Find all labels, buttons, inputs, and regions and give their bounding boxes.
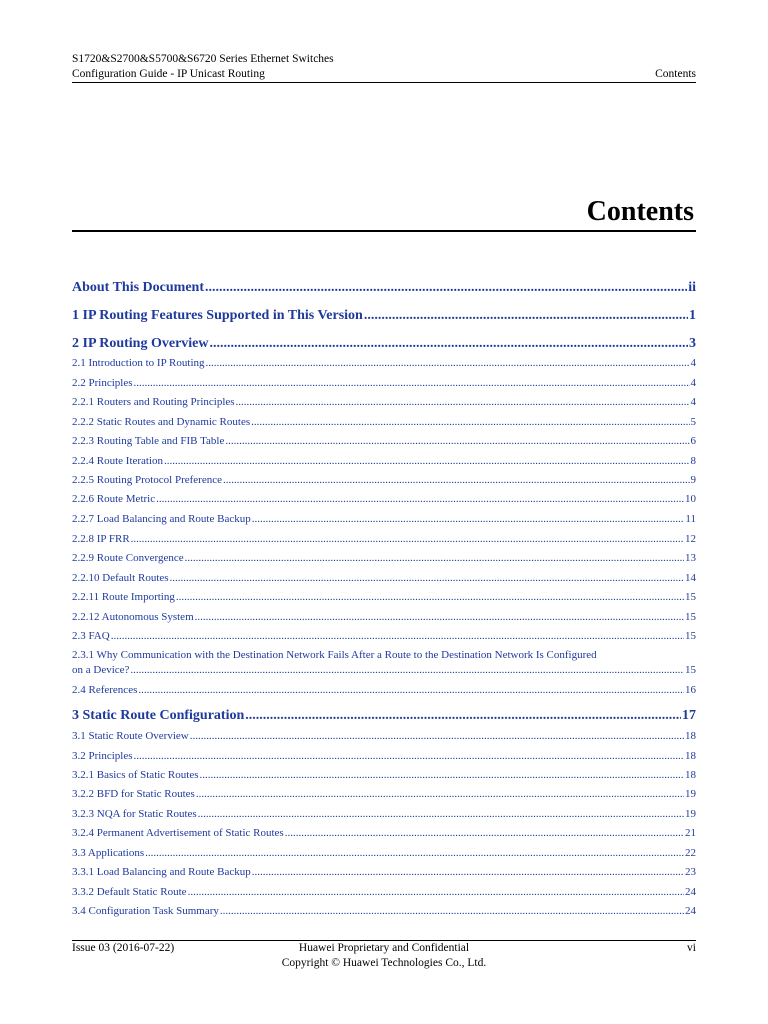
toc-entry-page: 1 xyxy=(689,308,696,323)
header-line2 xyxy=(72,67,696,82)
toc-entry-page: 9 xyxy=(690,474,696,486)
header-rule xyxy=(72,82,696,83)
toc-entry-label: 2.2.11 Route Importing xyxy=(72,591,175,603)
toc-leader-dots xyxy=(223,473,690,487)
toc-leader-dots xyxy=(176,590,684,604)
toc-leader-dots xyxy=(188,885,684,899)
toc-entry-page: 17 xyxy=(682,708,696,723)
toc-leader-dots xyxy=(220,904,684,918)
toc-entry[interactable] xyxy=(72,473,696,487)
toc-entry[interactable] xyxy=(72,454,696,468)
toc-entry-label: 2.3.1 Why Communication with the Destination Network Fails After a Route to the Destination Network Is Configured xyxy=(72,649,597,661)
toc-entry-page: 24 xyxy=(685,905,696,917)
toc-entry-label: 3.2.2 BFD for Static Routes xyxy=(72,788,195,800)
toc-entry-label: 3.2.3 NQA for Static Routes xyxy=(72,808,197,820)
toc-entry-page: 15 xyxy=(685,630,696,642)
toc-entry[interactable] xyxy=(72,590,696,604)
toc-entry-label: 2.2.8 IP FRR xyxy=(72,533,130,545)
toc-leader-dots xyxy=(170,571,684,585)
toc-entry-label: 3.2.4 Permanent Advertisement of Static Routes xyxy=(72,827,284,839)
toc-leader-dots xyxy=(196,787,684,801)
toc-entry[interactable] xyxy=(72,610,696,624)
toc-leader-dots xyxy=(206,356,690,370)
toc-entry-label: 2.2 Principles xyxy=(72,377,133,389)
toc-entry-label: 3.2.1 Basics of Static Routes xyxy=(72,769,199,781)
toc-entry-label: 2.2.6 Route Metric xyxy=(72,493,156,505)
toc-leader-dots xyxy=(111,629,684,643)
toc-entry-label: About This Document xyxy=(72,280,204,295)
toc-entry-page: 3 xyxy=(689,336,696,351)
header-guide: Configuration Guide - IP Unicast Routing xyxy=(72,68,265,80)
toc-entry-page: 5 xyxy=(690,416,696,428)
toc-entry[interactable] xyxy=(72,571,696,585)
toc-entry-page: 18 xyxy=(685,730,696,742)
toc-leader-dots xyxy=(200,768,685,782)
toc-entry-label: 3.3.1 Load Balancing and Route Backup xyxy=(72,866,251,878)
header-section: Contents xyxy=(655,68,696,80)
toc-entry-page: 24 xyxy=(685,886,696,898)
toc-leader-dots xyxy=(245,707,681,725)
toc-entry[interactable] xyxy=(72,683,696,697)
toc-entry-label: 2.2.3 Routing Table and FIB Table xyxy=(72,435,225,447)
footer-copyright: Copyright © Huawei Technologies Co., Ltd. xyxy=(281,957,487,969)
toc-entry[interactable] xyxy=(72,551,696,565)
toc-entry[interactable] xyxy=(72,826,696,840)
toc-entry-label: 3.1 Static Route Overview xyxy=(72,730,189,742)
toc-leader-dots xyxy=(156,492,684,506)
toc-leader-dots xyxy=(131,532,684,546)
toc-chapter-entry[interactable] xyxy=(72,707,696,725)
toc-entry[interactable] xyxy=(72,434,696,448)
toc-entry-label: 2.3 FAQ xyxy=(72,630,110,642)
toc-entry-page: 19 xyxy=(685,788,696,800)
toc-entry-label: 2.2.10 Default Routes xyxy=(72,572,169,584)
toc-entry-page: 6 xyxy=(690,435,696,447)
toc-entry[interactable] xyxy=(72,749,696,763)
toc-entry-page: 18 xyxy=(685,750,696,762)
toc-leader-dots xyxy=(138,683,684,697)
toc-entry-page: 15 xyxy=(685,611,696,623)
toc-entry-page: 15 xyxy=(685,591,696,603)
toc-leader-dots xyxy=(364,307,688,325)
toc-entry-label: 2.2.2 Static Routes and Dynamic Routes xyxy=(72,416,251,428)
toc-entry-page: 13 xyxy=(685,552,696,564)
toc-entry[interactable] xyxy=(72,729,696,743)
page-title: Contents xyxy=(586,196,694,227)
toc-entry-continuation xyxy=(72,663,696,678)
footer-center xyxy=(72,941,696,971)
toc-entry-page: 23 xyxy=(685,866,696,878)
toc-leader-dots xyxy=(210,335,689,353)
toc-leader-dots xyxy=(134,376,690,390)
footer-page-number: vi xyxy=(687,942,696,954)
toc-entry-page: 8 xyxy=(690,455,696,467)
toc-leader-dots xyxy=(185,551,684,565)
toc-entry-page: ii xyxy=(688,280,696,295)
toc-entry-label: 2.1 Introduction to IP Routing xyxy=(72,357,205,369)
toc-chapter-entry[interactable] xyxy=(72,335,696,353)
toc-entry[interactable] xyxy=(72,395,696,409)
toc-entry-label: 2.2.4 Route Iteration xyxy=(72,455,164,467)
toc-leader-dots xyxy=(190,729,684,743)
toc-chapter-entry[interactable] xyxy=(72,279,696,297)
toc-entry[interactable] xyxy=(72,376,696,390)
footer-issue: Issue 03 (2016-07-22) xyxy=(72,942,175,954)
toc-leader-dots xyxy=(145,846,684,860)
toc-entry-page: 14 xyxy=(685,572,696,584)
toc-entry-page: 12 xyxy=(685,533,696,545)
toc-entry-label: 3.3.2 Default Static Route xyxy=(72,886,187,898)
toc-entry-label-continued: on a Device? xyxy=(72,664,130,676)
toc-entry-page: 4 xyxy=(690,377,696,389)
toc-entry-label: 2.4 References xyxy=(72,684,138,696)
toc-entry-label: 3.2 Principles xyxy=(72,750,133,762)
toc-leader-dots xyxy=(130,663,684,678)
toc-entry[interactable] xyxy=(72,904,696,918)
toc-leader-dots xyxy=(198,807,684,821)
toc-entry-page: 4 xyxy=(690,357,696,369)
toc-leader-dots xyxy=(251,415,689,429)
toc-entry-label: 3.4 Configuration Task Summary xyxy=(72,905,219,917)
toc-leader-dots xyxy=(225,434,689,448)
toc-entry-page: 11 xyxy=(685,513,696,525)
toc-entry[interactable] xyxy=(72,629,696,643)
toc-entry[interactable] xyxy=(72,415,696,429)
toc-entry[interactable] xyxy=(72,787,696,801)
toc-entry[interactable] xyxy=(72,492,696,506)
toc-entry[interactable] xyxy=(72,768,696,782)
toc-entry-label: 2 IP Routing Overview xyxy=(72,336,209,351)
toc-entry[interactable] xyxy=(72,532,696,546)
toc-entry-page: 21 xyxy=(685,827,696,839)
header-product: S1720&S2700&S5700&S6720 Series Ethernet Switches xyxy=(72,53,334,65)
toc-entry-label: 3.3 Applications xyxy=(72,847,145,859)
title-rule xyxy=(72,230,696,232)
toc-entry[interactable] xyxy=(72,885,696,899)
toc-entry-label: 2.2.5 Routing Protocol Preference xyxy=(72,474,222,486)
toc-entry-label: 1 IP Routing Features Supported in This Version xyxy=(72,308,363,323)
toc-entry[interactable] xyxy=(72,865,696,879)
toc-leader-dots xyxy=(205,279,687,297)
toc-leader-dots xyxy=(252,865,684,879)
toc-entry-page: 18 xyxy=(685,769,696,781)
toc-entry-label: 2.2.1 Routers and Routing Principles xyxy=(72,396,235,408)
toc-entry-label: 2.2.12 Autonomous System xyxy=(72,611,194,623)
toc-entry-label: 3 Static Route Configuration xyxy=(72,708,245,723)
toc-entry[interactable] xyxy=(72,512,696,526)
toc-leader-dots xyxy=(164,454,689,468)
toc-chapter-entry[interactable] xyxy=(72,307,696,325)
footer-confidential: Huawei Proprietary and Confidential xyxy=(298,942,470,954)
toc-entry-label: 2.2.9 Route Convergence xyxy=(72,552,184,564)
toc-entry-page: 16 xyxy=(685,684,696,696)
toc-entry-page: 15 xyxy=(685,664,696,676)
toc-entry[interactable] xyxy=(72,807,696,821)
toc-entry[interactable] xyxy=(72,356,696,370)
toc-leader-dots xyxy=(285,826,684,840)
toc-entry-page: 19 xyxy=(685,808,696,820)
toc-entry-label: 2.2.7 Load Balancing and Route Backup xyxy=(72,513,251,525)
toc-entry-page: 22 xyxy=(685,847,696,859)
toc-leader-dots xyxy=(252,512,685,526)
toc-entry-page: 10 xyxy=(685,493,696,505)
toc-entry-page: 4 xyxy=(690,396,696,408)
toc-entry[interactable] xyxy=(72,648,696,678)
toc-leader-dots xyxy=(134,749,685,763)
toc-leader-dots xyxy=(195,610,684,624)
toc-entry[interactable] xyxy=(72,846,696,860)
toc-leader-dots xyxy=(236,395,690,409)
